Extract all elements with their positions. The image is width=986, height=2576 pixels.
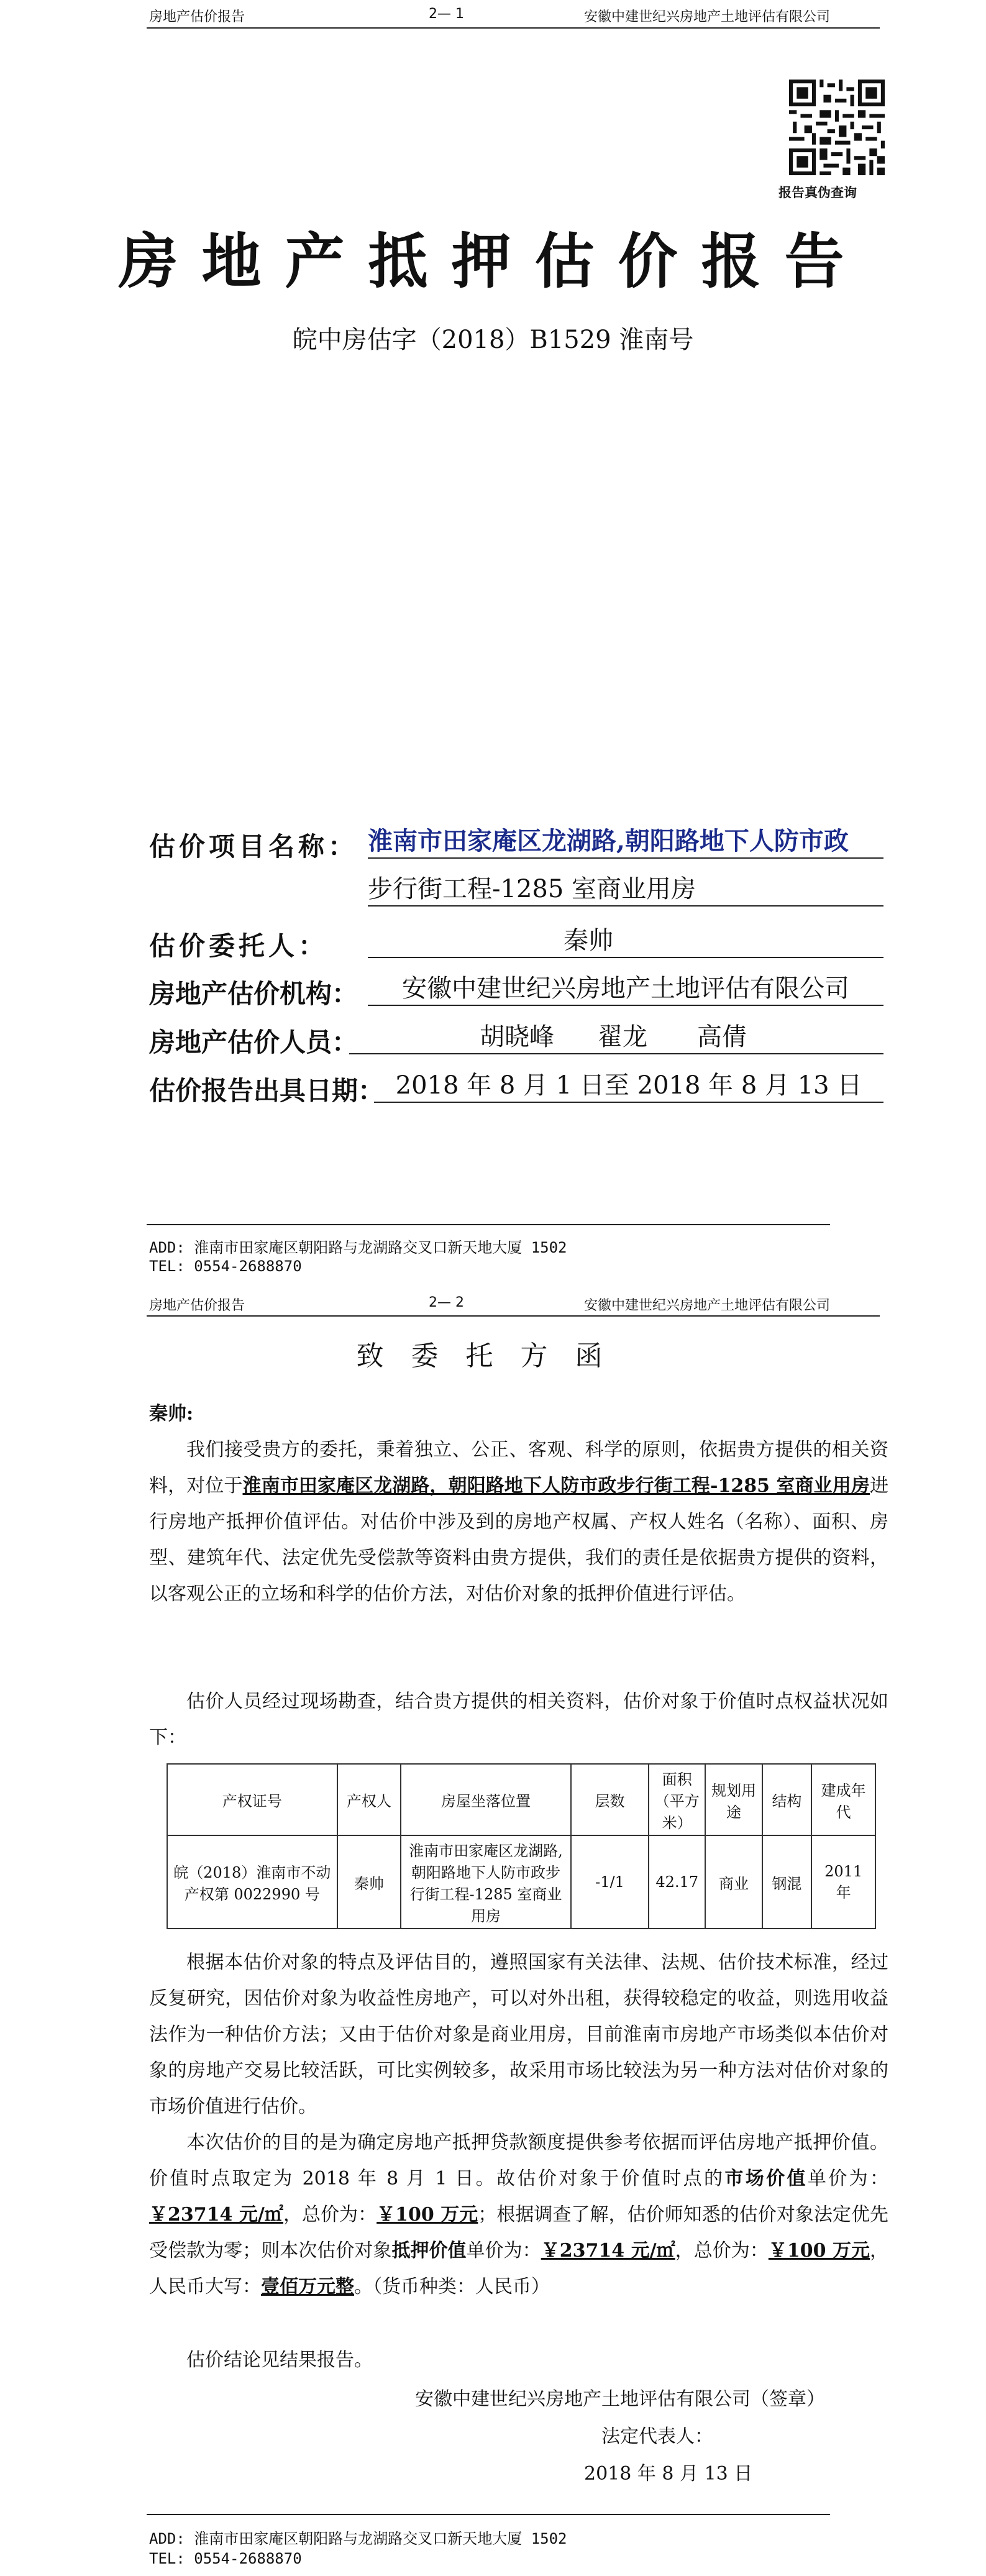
- page2-footer-tel: TEL: 0554-2688870: [149, 2550, 302, 2567]
- project-name-line2: 步行街工程-1285 室商业用房: [368, 873, 883, 907]
- paragraph-text: 单价为：: [466, 2240, 541, 2262]
- page1-header-page-number: 2— 1: [429, 6, 464, 22]
- page2-header-right: 安徽中建世纪兴房地产土地评估有限公司: [584, 1298, 831, 1313]
- paragraph-valuation-result: [149, 2125, 888, 2305]
- appraiser-name: 胡晓峰: [480, 1023, 554, 1051]
- page2-footer-address: ADD: 淮南市田家庵区朝阳路与龙湖路交叉口新天地大厦 1502: [149, 2530, 567, 2547]
- page1-footer-rule: [147, 1224, 830, 1225]
- paragraph-text: 本次估价的目的是为确定房地产抵押贷款额度提供参考依据而评估房地产抵押价值。价值时点取定为 2018 年 8 月 1 日。故估价对象于价值时点的: [149, 2132, 888, 2190]
- table-header: 面积（平方米）: [649, 1764, 705, 1835]
- paragraph-text: 。（货币种类：人民币）: [354, 2276, 550, 2298]
- qr-caption: 报告真伪查询: [778, 185, 857, 200]
- page2-header-rule: [147, 1315, 880, 1317]
- letter-title: 致委托方函: [356, 1340, 630, 1372]
- page1-header-right: 安徽中建世纪兴房地产土地评估有限公司: [584, 9, 831, 25]
- property-rights-table: [167, 1763, 876, 1929]
- table-header: 建成年代: [811, 1764, 875, 1835]
- property-location: 淮南市田家庵区龙湖路，朝阳路地下人防市政步行街工程-1285 室商业用房: [242, 1475, 870, 1497]
- paragraph-text: ；根据调查了解，估价师知悉的估价对象法定优先受偿款为零；则本次估价对象: [149, 2204, 888, 2262]
- agency-name: 安徽中建世纪兴房地产土地评估有限公司: [368, 972, 883, 1006]
- appraisers-label: 房地产估价人员：: [149, 1027, 358, 1057]
- report-title: 房地产抵押估价报告: [118, 226, 868, 296]
- report-date: 2018 年 8 月 1 日至 2018 年 8 月 13 日: [374, 1069, 883, 1103]
- paragraph-text: ，总价为：: [283, 2204, 377, 2226]
- table-row: [167, 1835, 875, 1929]
- paragraph-text: ，人民币大写：: [149, 2240, 889, 2298]
- table-cell: 商业: [705, 1835, 762, 1929]
- paragraph-text: 进行房地产抵押价值评估。对估价中涉及到的房地产权属、产权人姓名（名称）、面积、房型、建筑年代、法定优先受偿款等资料由贵方提供，我们的责任是依据贵方提供的资料，以客观公正的立场和科学的估价方法，对估价对象的抵押价值进行评估。: [149, 1475, 888, 1605]
- qr-code-icon[interactable]: [789, 80, 885, 175]
- table-cell: 淮南市田家庵区龙湖路,朝阳路地下人防市政步行街工程-1285 室商业用房: [401, 1835, 571, 1929]
- table-header: 产权人: [337, 1764, 401, 1835]
- table-header: 层数: [571, 1764, 649, 1835]
- table-header: 产权证号: [167, 1764, 337, 1835]
- table-cell: 皖（2018）淮南市不动产权第 0022990 号: [167, 1835, 337, 1929]
- paragraph-conclusion: 估价结论见结果报告。: [186, 2349, 373, 2371]
- page2-header-left: 房地产估价报告: [149, 1298, 245, 1313]
- report-number: 皖中房估字（2018）B1529 淮南号: [292, 326, 694, 354]
- table-cell: -1/1: [571, 1835, 649, 1929]
- page1-footer-address: ADD: 淮南市田家庵区朝阳路与龙湖路交叉口新天地大厦 1502: [149, 1239, 567, 1256]
- paragraph-text: 单价为：: [807, 2168, 888, 2190]
- market-unit-price: ￥23714 元/㎡: [149, 2204, 283, 2226]
- market-total-price: ￥100 万元: [377, 2204, 478, 2226]
- mortgage-value-label: 抵押价值: [391, 2240, 467, 2262]
- table-cell: 42.17: [649, 1835, 705, 1929]
- paragraph-commission: [149, 1432, 888, 1612]
- signature-date: 2018 年 8 月 13 日: [584, 2463, 753, 2485]
- paragraph-survey: 估价人员经过现场勘查，结合贵方提供的相关资料，估价对象于价值时点权益状况如下：: [149, 1691, 888, 1748]
- page2-header-page-number: 2— 2: [429, 1295, 464, 1310]
- paragraph-text: ，总价为：: [675, 2240, 769, 2262]
- appraiser-name: 翟龙: [598, 1023, 647, 1051]
- page1-footer-tel: TEL: 0554-2688870: [149, 1258, 302, 1275]
- table-header: 结构: [762, 1764, 812, 1835]
- table-header: 房屋坐落位置: [401, 1764, 571, 1835]
- page1-header-left: 房地产估价报告: [149, 9, 245, 25]
- client-name: 秦帅: [368, 925, 883, 958]
- report-date-label: 估价报告出具日期：: [149, 1076, 385, 1106]
- project-name-label: 估价项目名称：: [149, 831, 358, 862]
- market-value-label: 市场价值: [724, 2168, 808, 2190]
- table-cell: 2011 年: [811, 1835, 875, 1929]
- mortgage-unit-price: ￥23714 元/㎡: [541, 2240, 675, 2262]
- signature-company: 安徽中建世纪兴房地产土地评估有限公司（签章）: [415, 2388, 825, 2410]
- client-label: 估价委托人：: [149, 931, 329, 961]
- salutation: 秦帅:: [149, 1403, 194, 1425]
- paragraph-text: 我们接受贵方的委托，秉着独立、公正、客观、科学的原则，依据贵方提供的相关资料，对位于: [149, 1439, 888, 1497]
- appraisers-line: [349, 1021, 883, 1054]
- appraiser-name: 高倩: [697, 1023, 747, 1051]
- agency-label: 房地产估价机构：: [149, 979, 358, 1009]
- table-cell: 钢混: [762, 1835, 812, 1929]
- signature-legal-rep: 法定代表人：: [601, 2426, 713, 2447]
- table-header: 规划用途: [705, 1764, 762, 1835]
- paragraph-methodology: 根据本估价对象的特点及评估目的，遵照国家有关法律、法规、估价技术标准，经过反复研究，因估价对象为收益性房地产，可以对外出租，获得较稳定的收益，则选用收益法作为一种估价方法；又由于估价对象是商业用房，目前淮南市房地产市场类似本估价对象的房地产交易比较活跃，可比实例较多，故采用市场比较法为另一种方法对估价对象的市场价值进行估价。: [149, 1952, 888, 2117]
- page1-header-rule: [147, 27, 880, 29]
- project-name-line1: 淮南市田家庵区龙湖路,朝阳路地下人防市政: [368, 825, 883, 859]
- mortgage-total-price: ￥100 万元: [768, 2240, 870, 2262]
- table-cell: 秦帅: [337, 1835, 401, 1929]
- page2-footer-rule: [147, 2514, 830, 2515]
- amount-in-words: 壹佰万元整: [261, 2276, 354, 2298]
